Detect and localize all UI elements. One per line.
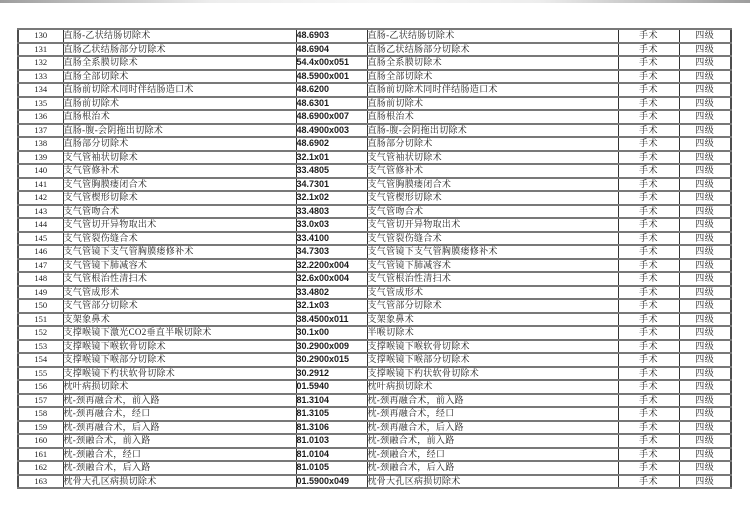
procedure-code: 48.6902 (296, 137, 367, 151)
table-row (18, 83, 731, 97)
procedure-code: 48.6200 (296, 83, 367, 97)
procedure-name-secondary: 支气管胸膜瘘闭合术 (367, 178, 618, 192)
procedure-code: 32.1x02 (296, 191, 367, 205)
procedure-name-secondary: 支气管修补术 (367, 164, 618, 178)
level-cell: 四级 (679, 340, 731, 354)
category-cell: 手术 (618, 353, 679, 367)
level-cell: 四级 (679, 461, 731, 475)
category-cell: 手术 (618, 218, 679, 232)
category-cell: 手术 (618, 421, 679, 435)
level-cell: 四级 (679, 83, 731, 97)
level-cell: 四级 (679, 353, 731, 367)
table-row (18, 475, 731, 489)
level-cell: 四级 (679, 124, 731, 138)
procedure-code: 33.0x03 (296, 218, 367, 232)
procedure-code: 54.4x00x051 (296, 56, 367, 70)
procedure-name-secondary: 支撑喉镜下杓状软骨切除术 (367, 367, 618, 381)
category-cell: 手术 (618, 475, 679, 489)
procedure-name: 直肠部分切除术 (63, 137, 296, 151)
procedure-name-secondary: 枕-颈融合术，前入路 (367, 434, 618, 448)
procedure-name-secondary: 支气管成形术 (367, 286, 618, 300)
procedure-name-secondary: 直肠全系膜切除术 (367, 56, 618, 70)
table-row (18, 218, 731, 232)
category-cell: 手术 (618, 97, 679, 111)
table-row (18, 151, 731, 165)
category-cell: 手术 (618, 434, 679, 448)
procedure-name: 枕-颈融合术，前入路 (63, 434, 296, 448)
level-cell: 四级 (679, 97, 731, 111)
row-number: 163 (18, 475, 63, 489)
procedure-name-secondary: 支撑喉镜下喉软骨切除术 (367, 340, 618, 354)
level-cell: 四级 (679, 272, 731, 286)
category-cell: 手术 (618, 367, 679, 381)
procedure-table-body (18, 29, 731, 488)
procedure-name-secondary: 支气管部分切除术 (367, 299, 618, 313)
procedure-name: 直肠全系膜切除术 (63, 56, 296, 70)
row-number: 157 (18, 394, 63, 408)
procedure-code: 30.2900x015 (296, 353, 367, 367)
procedure-name: 直肠乙状结肠部分切除术 (63, 43, 296, 57)
row-number: 139 (18, 151, 63, 165)
row-number: 148 (18, 272, 63, 286)
procedure-code: 81.0105 (296, 461, 367, 475)
row-number: 136 (18, 110, 63, 124)
category-cell: 手术 (618, 83, 679, 97)
procedure-name-secondary: 支气管袖状切除术 (367, 151, 618, 165)
category-cell: 手术 (618, 124, 679, 138)
table-row (18, 353, 731, 367)
procedure-name: 枕-颈融合术，后入路 (63, 461, 296, 475)
table-row (18, 299, 731, 313)
category-cell: 手术 (618, 299, 679, 313)
level-cell: 四级 (679, 43, 731, 57)
table-row (18, 110, 731, 124)
category-cell: 手术 (618, 259, 679, 273)
level-cell: 四级 (679, 191, 731, 205)
level-cell: 四级 (679, 70, 731, 84)
procedure-name-secondary: 支架象鼻术 (367, 313, 618, 327)
procedure-code: 48.6301 (296, 97, 367, 111)
procedure-name: 枕-颈再融合术，经口 (63, 407, 296, 421)
category-cell: 手术 (618, 326, 679, 340)
procedure-name: 支气管胸膜瘘闭合术 (63, 178, 296, 192)
procedure-name: 直肠前切除术同时伴结肠造口术 (63, 83, 296, 97)
table-row (18, 286, 731, 300)
table-row (18, 97, 731, 111)
level-cell: 四级 (679, 448, 731, 462)
procedure-name: 支撑喉镜下喉软骨切除术 (63, 340, 296, 354)
row-number: 133 (18, 70, 63, 84)
procedure-code: 32.2200x004 (296, 259, 367, 273)
category-cell: 手术 (618, 380, 679, 394)
row-number: 161 (18, 448, 63, 462)
table-row (18, 29, 731, 43)
procedure-name-secondary: 支气管镜下肺减容术 (367, 259, 618, 273)
procedure-code: 48.4900x003 (296, 124, 367, 138)
procedure-name-secondary: 直肠前切除术同时伴结肠造口术 (367, 83, 618, 97)
procedure-code: 33.4802 (296, 286, 367, 300)
level-cell: 四级 (679, 259, 731, 273)
procedure-table (17, 28, 732, 489)
table-row (18, 367, 731, 381)
table-row (18, 407, 731, 421)
table-row (18, 191, 731, 205)
table-row (18, 232, 731, 246)
row-number: 152 (18, 326, 63, 340)
procedure-name-secondary: 直肠全部切除术 (367, 70, 618, 84)
procedure-name-secondary: 枕-颈再融合术，后入路 (367, 421, 618, 435)
row-number: 142 (18, 191, 63, 205)
procedure-code: 33.4100 (296, 232, 367, 246)
category-cell: 手术 (618, 313, 679, 327)
procedure-name: 直肠-腹-会阴拖出切除术 (63, 124, 296, 138)
category-cell: 手术 (618, 164, 679, 178)
procedure-name: 支气管镜下肺减容术 (63, 259, 296, 273)
procedure-code: 01.5940 (296, 380, 367, 394)
procedure-code: 33.4805 (296, 164, 367, 178)
page-top-edge (0, 0, 750, 3)
category-cell: 手术 (618, 461, 679, 475)
procedure-code: 01.5900x049 (296, 475, 367, 489)
table-row (18, 259, 731, 273)
table-row (18, 205, 731, 219)
procedure-name-secondary: 支气管镜下支气管胸膜瘘修补术 (367, 245, 618, 259)
table-row (18, 461, 731, 475)
category-cell: 手术 (618, 340, 679, 354)
procedure-code: 81.3105 (296, 407, 367, 421)
category-cell: 手术 (618, 151, 679, 165)
level-cell: 四级 (679, 421, 731, 435)
category-cell: 手术 (618, 70, 679, 84)
level-cell: 四级 (679, 434, 731, 448)
row-number: 160 (18, 434, 63, 448)
level-cell: 四级 (679, 475, 731, 489)
category-cell: 手术 (618, 272, 679, 286)
procedure-name: 枕-颈再融合术，后入路 (63, 421, 296, 435)
row-number: 138 (18, 137, 63, 151)
procedure-name: 支气管袖状切除术 (63, 151, 296, 165)
level-cell: 四级 (679, 407, 731, 421)
procedure-name-secondary: 直肠乙状结肠部分切除术 (367, 43, 618, 57)
procedure-name-secondary: 支气管裂伤缝合术 (367, 232, 618, 246)
category-cell: 手术 (618, 137, 679, 151)
row-number: 159 (18, 421, 63, 435)
row-number: 158 (18, 407, 63, 421)
procedure-name: 枕-颈融合术，经口 (63, 448, 296, 462)
row-number: 132 (18, 56, 63, 70)
procedure-code: 32.6x00x004 (296, 272, 367, 286)
procedure-code: 33.4803 (296, 205, 367, 219)
procedure-code: 48.6904 (296, 43, 367, 57)
category-cell: 手术 (618, 110, 679, 124)
table-row (18, 272, 731, 286)
row-number: 153 (18, 340, 63, 354)
row-number: 131 (18, 43, 63, 57)
procedure-name-secondary: 直肠根治术 (367, 110, 618, 124)
row-number: 145 (18, 232, 63, 246)
row-number: 151 (18, 313, 63, 327)
procedure-code: 81.0104 (296, 448, 367, 462)
table-row (18, 56, 731, 70)
procedure-name: 直肠全部切除术 (63, 70, 296, 84)
procedure-code: 34.7303 (296, 245, 367, 259)
procedure-name: 支撑喉镜下激光CO2垂直半喉切除术 (63, 326, 296, 340)
category-cell: 手术 (618, 394, 679, 408)
procedure-name-secondary: 枕-颈再融合术，前入路 (367, 394, 618, 408)
procedure-code: 34.7301 (296, 178, 367, 192)
level-cell: 四级 (679, 164, 731, 178)
level-cell: 四级 (679, 110, 731, 124)
procedure-name: 支撑喉镜下喉部分切除术 (63, 353, 296, 367)
row-number: 149 (18, 286, 63, 300)
procedure-name: 枕-颈再融合术，前入路 (63, 394, 296, 408)
category-cell: 手术 (618, 448, 679, 462)
row-number: 162 (18, 461, 63, 475)
row-number: 154 (18, 353, 63, 367)
row-number: 146 (18, 245, 63, 259)
procedure-name: 支气管吻合术 (63, 205, 296, 219)
procedure-code: 38.4500x011 (296, 313, 367, 327)
procedure-code: 81.3104 (296, 394, 367, 408)
level-cell: 四级 (679, 286, 731, 300)
procedure-name: 支气管镜下支气管胸膜瘘修补术 (63, 245, 296, 259)
category-cell: 手术 (618, 205, 679, 219)
level-cell: 四级 (679, 245, 731, 259)
row-number: 137 (18, 124, 63, 138)
procedure-name: 直肠前切除术 (63, 97, 296, 111)
level-cell: 四级 (679, 151, 731, 165)
category-cell: 手术 (618, 56, 679, 70)
procedure-name: 支架象鼻术 (63, 313, 296, 327)
category-cell: 手术 (618, 407, 679, 421)
procedure-name: 枕骨大孔区病损切除术 (63, 475, 296, 489)
procedure-code: 48.6903 (296, 29, 367, 43)
procedure-name: 直肠根治术 (63, 110, 296, 124)
procedure-name-secondary: 支气管根治性清扫术 (367, 272, 618, 286)
category-cell: 手术 (618, 43, 679, 57)
table-row (18, 394, 731, 408)
table-row (18, 340, 731, 354)
procedure-code: 30.1x00 (296, 326, 367, 340)
table-row (18, 434, 731, 448)
procedure-name-secondary: 支撑喉镜下喉部分切除术 (367, 353, 618, 367)
procedure-name-secondary: 半喉切除术 (367, 326, 618, 340)
table-row (18, 380, 731, 394)
level-cell: 四级 (679, 29, 731, 43)
level-cell: 四级 (679, 380, 731, 394)
procedure-code: 81.0103 (296, 434, 367, 448)
table-row (18, 137, 731, 151)
row-number: 141 (18, 178, 63, 192)
level-cell: 四级 (679, 218, 731, 232)
procedure-name-secondary: 直肠-腹-会阴拖出切除术 (367, 124, 618, 138)
category-cell: 手术 (618, 29, 679, 43)
table-row (18, 70, 731, 84)
table-row (18, 421, 731, 435)
table-row (18, 178, 731, 192)
category-cell: 手术 (618, 232, 679, 246)
procedure-name-secondary: 枕-颈再融合术，经口 (367, 407, 618, 421)
procedure-name: 支气管根治性清扫术 (63, 272, 296, 286)
procedure-name: 支撑喉镜下杓状软骨切除术 (63, 367, 296, 381)
procedure-name-secondary: 直肠部分切除术 (367, 137, 618, 151)
table-row (18, 326, 731, 340)
level-cell: 四级 (679, 56, 731, 70)
procedure-name-secondary: 枕-颈融合术，后入路 (367, 461, 618, 475)
table-row (18, 124, 731, 138)
row-number: 147 (18, 259, 63, 273)
level-cell: 四级 (679, 137, 731, 151)
row-number: 144 (18, 218, 63, 232)
level-cell: 四级 (679, 326, 731, 340)
procedure-name: 支气管部分切除术 (63, 299, 296, 313)
table-row (18, 164, 731, 178)
table-row (18, 448, 731, 462)
row-number: 143 (18, 205, 63, 219)
procedure-name: 直肠-乙状结肠切除术 (63, 29, 296, 43)
table-row (18, 245, 731, 259)
procedure-name-secondary: 支气管吻合术 (367, 205, 618, 219)
procedure-name-secondary: 枕骨大孔区病损切除术 (367, 475, 618, 489)
row-number: 150 (18, 299, 63, 313)
procedure-name-secondary: 支气管切开异物取出术 (367, 218, 618, 232)
level-cell: 四级 (679, 205, 731, 219)
procedure-code: 30.2912 (296, 367, 367, 381)
row-number: 140 (18, 164, 63, 178)
level-cell: 四级 (679, 394, 731, 408)
row-number: 155 (18, 367, 63, 381)
level-cell: 四级 (679, 313, 731, 327)
procedure-code: 48.5900x001 (296, 70, 367, 84)
procedure-code: 32.1x03 (296, 299, 367, 313)
level-cell: 四级 (679, 178, 731, 192)
procedure-code: 81.3106 (296, 421, 367, 435)
row-number: 156 (18, 380, 63, 394)
procedure-name: 支气管裂伤缝合术 (63, 232, 296, 246)
level-cell: 四级 (679, 299, 731, 313)
procedure-name-secondary: 直肠-乙状结肠切除术 (367, 29, 618, 43)
procedure-name: 支气管成形术 (63, 286, 296, 300)
level-cell: 四级 (679, 232, 731, 246)
procedure-name-secondary: 枕叶病损切除术 (367, 380, 618, 394)
category-cell: 手术 (618, 178, 679, 192)
procedure-name: 枕叶病损切除术 (63, 380, 296, 394)
procedure-name-secondary: 直肠前切除术 (367, 97, 618, 111)
procedure-name-secondary: 枕-颈融合术，经口 (367, 448, 618, 462)
level-cell: 四级 (679, 367, 731, 381)
row-number: 130 (18, 29, 63, 43)
procedure-name: 支气管修补术 (63, 164, 296, 178)
table-row (18, 313, 731, 327)
procedure-name-secondary: 支气管楔形切除术 (367, 191, 618, 205)
category-cell: 手术 (618, 191, 679, 205)
procedure-code: 30.2900x009 (296, 340, 367, 354)
category-cell: 手术 (618, 286, 679, 300)
procedure-code: 48.6900x007 (296, 110, 367, 124)
procedure-name: 支气管楔形切除术 (63, 191, 296, 205)
table-row (18, 43, 731, 57)
row-number: 134 (18, 83, 63, 97)
procedure-name: 支气管切开异物取出术 (63, 218, 296, 232)
procedure-code: 32.1x01 (296, 151, 367, 165)
category-cell: 手术 (618, 245, 679, 259)
row-number: 135 (18, 97, 63, 111)
